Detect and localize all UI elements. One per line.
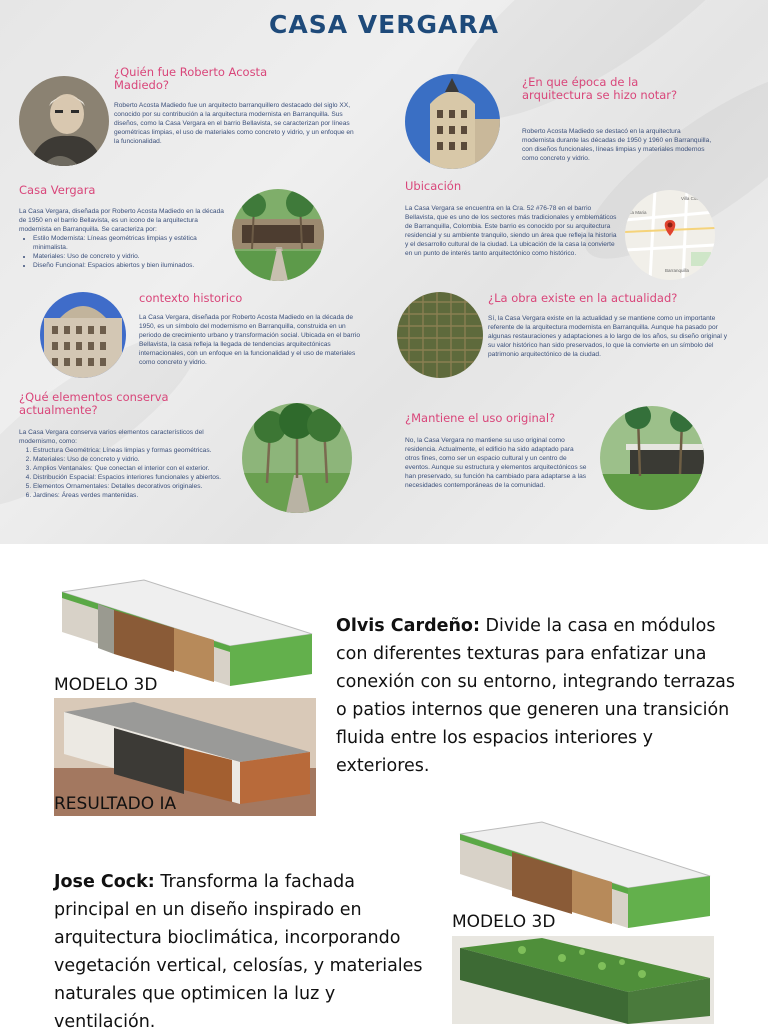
jose-ai-result-render <box>452 936 714 1024</box>
page-title: CASA VERGARA <box>269 10 499 39</box>
elementos-intro: La Casa Vergara conserva varios elementos característicos del modernismo, como: <box>19 429 204 445</box>
text-casa-vergara <box>19 207 227 270</box>
heading-epoca: ¿En que época de la arquitectura se hizo notar? <box>522 75 678 102</box>
map-label: La Maria <box>629 210 647 215</box>
text-elementos <box>19 428 241 500</box>
list-item: 2. Materiales: Uso de concreto y vidrio. <box>33 455 241 464</box>
text-uso: No, la Casa Vergara no mantiene su uso original como residencia. Actualmente, el edificio ha sido adaptado para otros fines, como ser un espacio cultural y un centro de eventos. Aunque su estructura y elementos arquitectónicos se han preservado, su función ha cambiado para adaptarse a las necesidades contemporáneas de la comunidad. <box>405 437 587 489</box>
model-comparison-panel <box>0 544 768 1032</box>
historic-facade-photo <box>40 292 126 378</box>
casa-garden-photo <box>232 189 324 281</box>
olvis-name: Olvis Cardeño: <box>336 616 480 636</box>
heading-uso: ¿Mantiene el uso original? <box>405 411 556 425</box>
architect-portrait-photo <box>19 76 109 166</box>
list-item: • Estilo Modernista: Líneas geométricas limpias y estética minimalista. <box>33 234 227 252</box>
casa-list <box>19 234 227 270</box>
list-item: 3. Amplios Ventanales: Que conectan el interior con el exterior. <box>33 464 241 473</box>
location-map <box>625 190 715 280</box>
jose-description <box>54 868 434 1036</box>
list-item: 4. Distribución Espacial: Espacios interiores funcionales y abiertos. <box>33 473 241 482</box>
historic-building-photo <box>405 74 500 169</box>
label-model-3d: MODELO 3D <box>452 912 556 932</box>
list-item: 6. Jardines: Áreas verdes mantenidas. <box>33 491 241 500</box>
list-item: 1. Estructura Geométrica: Líneas limpias y formas geométricas. <box>33 446 241 455</box>
text-contexto: La Casa Vergara, diseñada por Roberto Acosta Madiedo en la década de 1950, es un símbolo del modernismo en Barranquilla, construida en un periodo de crecimiento urbano y transformación social. Ubicada en el barrio Bellavista, la casa refleja la llegada de tendencias arquitectónicas internacionales, con un enfoque en la funcionalidad y el uso de materiales como concreto y vidrio. <box>139 314 361 366</box>
olvis-description <box>336 612 736 780</box>
heading-quien-fue: ¿Quién fue Roberto Acosta Madiedo? <box>114 65 268 92</box>
jose-text: Transforma la fachada principal en un diseño inspirado en arquitectura bioclimática, incorporando vegetación vertical, celosías, y materiales naturales que optimicen la luz y ventilación. <box>54 872 423 1032</box>
heading-existe: ¿La obra existe en la actualidad? <box>488 291 678 305</box>
text-epoca: Roberto Acosta Madiedo se destacó en la arquitectura modernista durante las décadas de 1950 y 1960 en Barranquilla, con diseños funcionales, líneas limpias y materiales modernos como concreto y vidrio. <box>522 128 712 162</box>
text-ubicacion: La Casa Vergara se encuentra en la Cra. 52 #76-78 en el barrio Bellavista, que es uno de los sectores más tradicionales y emblemáticos de Barranquilla, Colombia. Este barrio es conocido por su arquitectura residencial y su ambiente tranquilo, siendo un área que refleja la historia y el desarrollo cultural de la ciudad. La ubicación de la casa la convierte en un punto de interés tanto arquitectónico como histórico. <box>405 205 617 257</box>
list-item: • Diseño Funcional: Espacios abiertos y bien iluminados. <box>33 261 227 270</box>
text-quien-fue: Roberto Acosta Madiedo fue un arquitecto barranquillero destacado del siglo XX, conocido por su contribución a la arquitectura modernista en Barranquilla. Sus diseños, como la Casa Vergara en el barrio Bellavista, se caracterizan por líneas geométricas limpias, el uso de materiales como concreto y vidrio, y un enfoque en la funcionalidad. <box>114 102 354 145</box>
map-label: Barranquilla <box>665 268 690 273</box>
label-model-3d: MODELO 3D <box>54 675 158 695</box>
map-label: Villa Country <box>681 196 707 201</box>
heading-casa-vergara: Casa Vergara <box>19 183 96 197</box>
lattice-facade-photo <box>397 292 483 378</box>
jose-name: Jose Cock: <box>54 872 155 892</box>
list-item: 5. Elementos Ornamentales: Detalles decorativos originales. <box>33 482 241 491</box>
heading-elementos: ¿Qué elementos conserva actualmente? <box>19 390 169 417</box>
palm-garden-photo <box>242 403 352 513</box>
elementos-list <box>19 446 241 500</box>
heading-contexto: contexto historico <box>139 291 243 305</box>
olvis-text: Divide la casa en módulos con diferentes texturas para enfatizar una conexión con su entorno, integrando terrazas o patios internos que generen una transición fluida entre los espacios interiores y exteriores. <box>336 616 735 776</box>
heading-ubicacion: Ubicación <box>405 179 462 193</box>
list-item: • Materiales: Uso de concreto y vidrio. <box>33 252 227 261</box>
text-existe: Sí, la Casa Vergara existe en la actualidad y se mantiene como un importante referente de la arquitectura modernista en Barranquilla. Aunque ha pasado por algunas restauraciones y adaptaciones a lo largo de los años, su diseño original y su valor histórico han sido preservados, lo que la convierte en un símbolo del patrimonio arquitectónico de la ciudad. <box>488 315 727 358</box>
label-result-ia: RESULTADO IA <box>54 794 177 814</box>
casa-intro: La Casa Vergara, diseñada por Roberto Acosta Madiedo en la década de 1950 en el barrio Bellavista, es un icono de la arquitectura modernista en Barranquilla. Se caracteriza por: <box>19 208 224 233</box>
house-exterior-photo <box>600 406 704 510</box>
